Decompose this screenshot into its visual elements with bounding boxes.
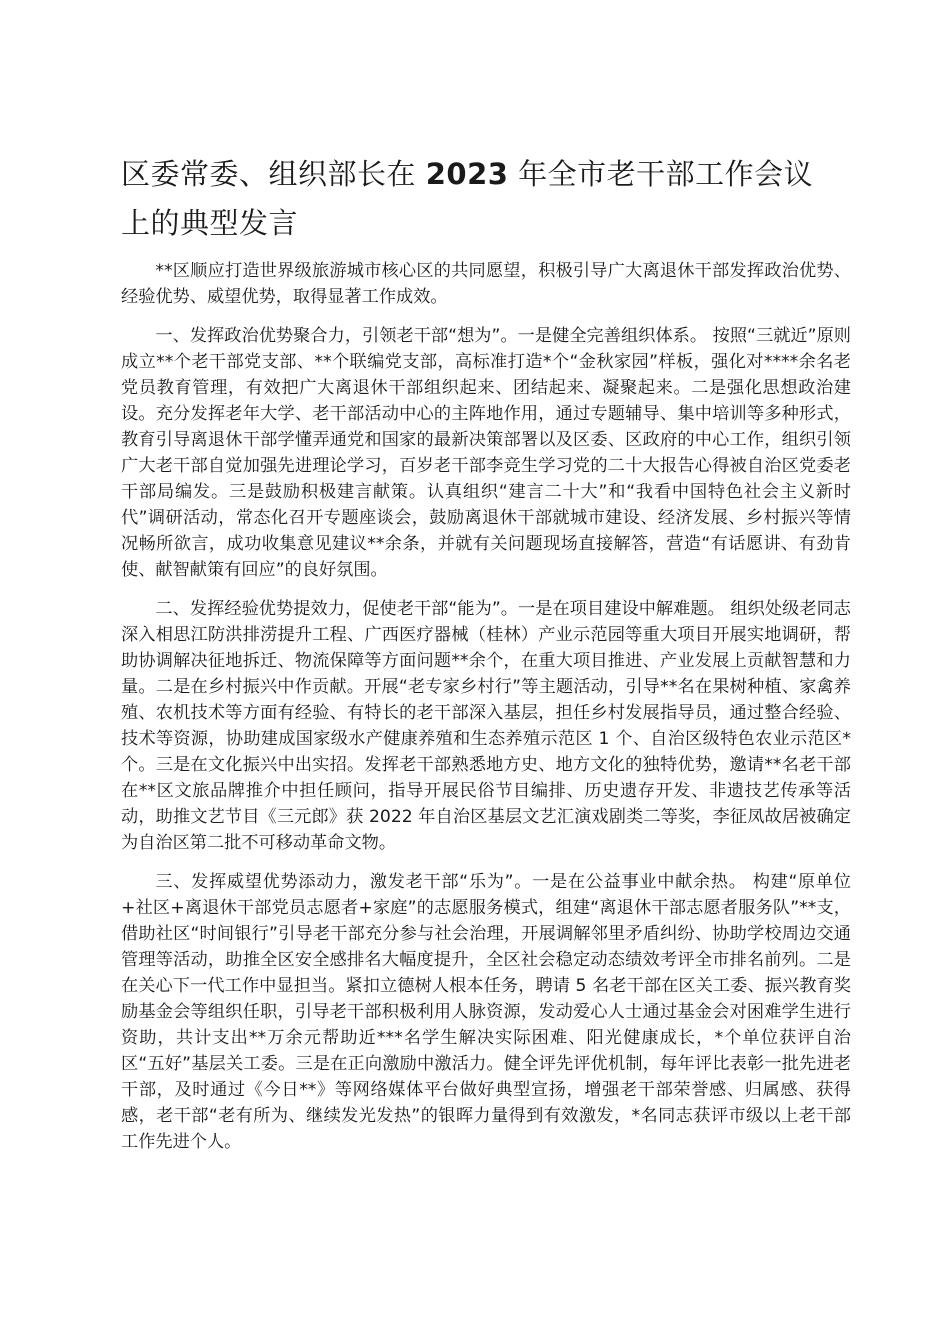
document-body xyxy=(121,258,851,1168)
document-title xyxy=(121,150,841,248)
title-suffix: 年全市老干部工作会议上的典型发言 xyxy=(121,157,814,240)
paragraph-section-1: 一、发挥政治优势聚合力，引领老干部“想为”。一是健全完善组织体系。 按照“三就近”原则成立**个老干部党支部、**个联编党支部，高标准打造*个“金秋家园”样板，强化对****余名老党员教育管理，有效把广大离退休干部组织起来、团结起来、凝聚起来。二是强化思想政治建设。充分发挥老年大学、老干部活动中心的主阵地作用，通过专题辅导、集中培训等多种形式，教育引导离退休干部学懂弄通党和国家的最新决策部署以及区委、区政府的中心工作，组织引领广大老干部自觉加强先进理论学习，百岁老干部李竞生学习党的二十大报告心得被自治区党委老干部局编发。三是鼓励积极建言献策。认真组织“建言二十大”和“我看中国特色社会主义新时代”调研活动，常态化召开专题座谈会，鼓励离退休干部就城市建设、经济发展、乡村振兴等情况畅所欲言，成功收集意见建议**余条，并就有关问题现场直接解答，营造“有话愿讲、有劲肯使、献智献策有回应”的良好氛围。 xyxy=(121,326,851,580)
paragraph-section-2: 二、发挥经验优势提效力，促使老干部“能为”。一是在项目建设中解难题。 组织处级老同志深入相思江防洪排涝提升工程、广西医疗器械（桂林）产业示范园等重大项目开展实地调研，帮助协调解决征地拆迁、物流保障等方面问题**余个，在重大项目推进、产业发展上贡献智慧和力量。二是在乡村振兴中作贡献。开展“老专家乡村行”等主题活动，引导**名在果树种植、家禽养殖、农机技术等方面有经验、有特长的老干部深入基层，担任乡村发展指导员，通过整合经验、技术等资源，协助建成国家级水产健康养殖和生态养殖示范区 1 个、自治区级特色农业示范区*个。三是在文化振兴中出实招。发挥老干部熟悉地方史、地方文化的独特优势，邀请**名老干部在**区文旅品牌推介中担任顾问，指导开展民俗节目编排、历史遗存开发、非遗技艺传承等活动，助推文艺节目《三元郎》获 2022 年自治区基层文艺汇演戏剧类二等奖，李征凤故居被确定为自治区第二批不可移动革命文物。 xyxy=(121,599,851,853)
title-prefix: 区委常委、组织部长在 xyxy=(121,157,417,191)
paragraph-section-3: 三、发挥威望优势添动力，激发老干部“乐为”。一是在公益事业中献余热。 构建“原单位+社区+离退休干部党员志愿者+家庭”的志愿服务模式，组建“离退休干部志愿者服务队”**支，借助社区“时间银行”引导老干部充分参与社会治理，开展调解邻里矛盾纠纷、协助学校周边交通管理等活动，助推全区安全感排名大幅度提升，全区社会稳定动态绩效考评全市排名前列。二是在关心下一代工作中显担当。紧扣立德树人根本任务，聘请 5 名老干部在区关工委、振兴教育奖励基金会等组织任职，引导老干部积极利用人脉资源，发动爱心人士通过基金会对困难学生进行资助，共计支出**万余元帮助近***名学生解决实际困难、阳光健康成长，*个单位获评自治区“五好”基层关工委。三是在正向激励中激活力。健全评先评优机制，每年评比表彰一批先进老干部，及时通过《今日**》等网络媒体平台做好典型宣扬，增强老干部荣誉感、归属感、获得感，老干部“老有所为、继续发光发热”的银晖力量得到有效激发，*名同志获评市级以上老干部工作先进个人。 xyxy=(121,872,851,1152)
title-year: 2023 xyxy=(425,157,509,191)
paragraph-intro: **区顺应打造世界级旅游城市核心区的共同愿望，积极引导广大离退休干部发挥政治优势、经验优势、威望优势，取得显著工作成效。 xyxy=(121,261,851,307)
